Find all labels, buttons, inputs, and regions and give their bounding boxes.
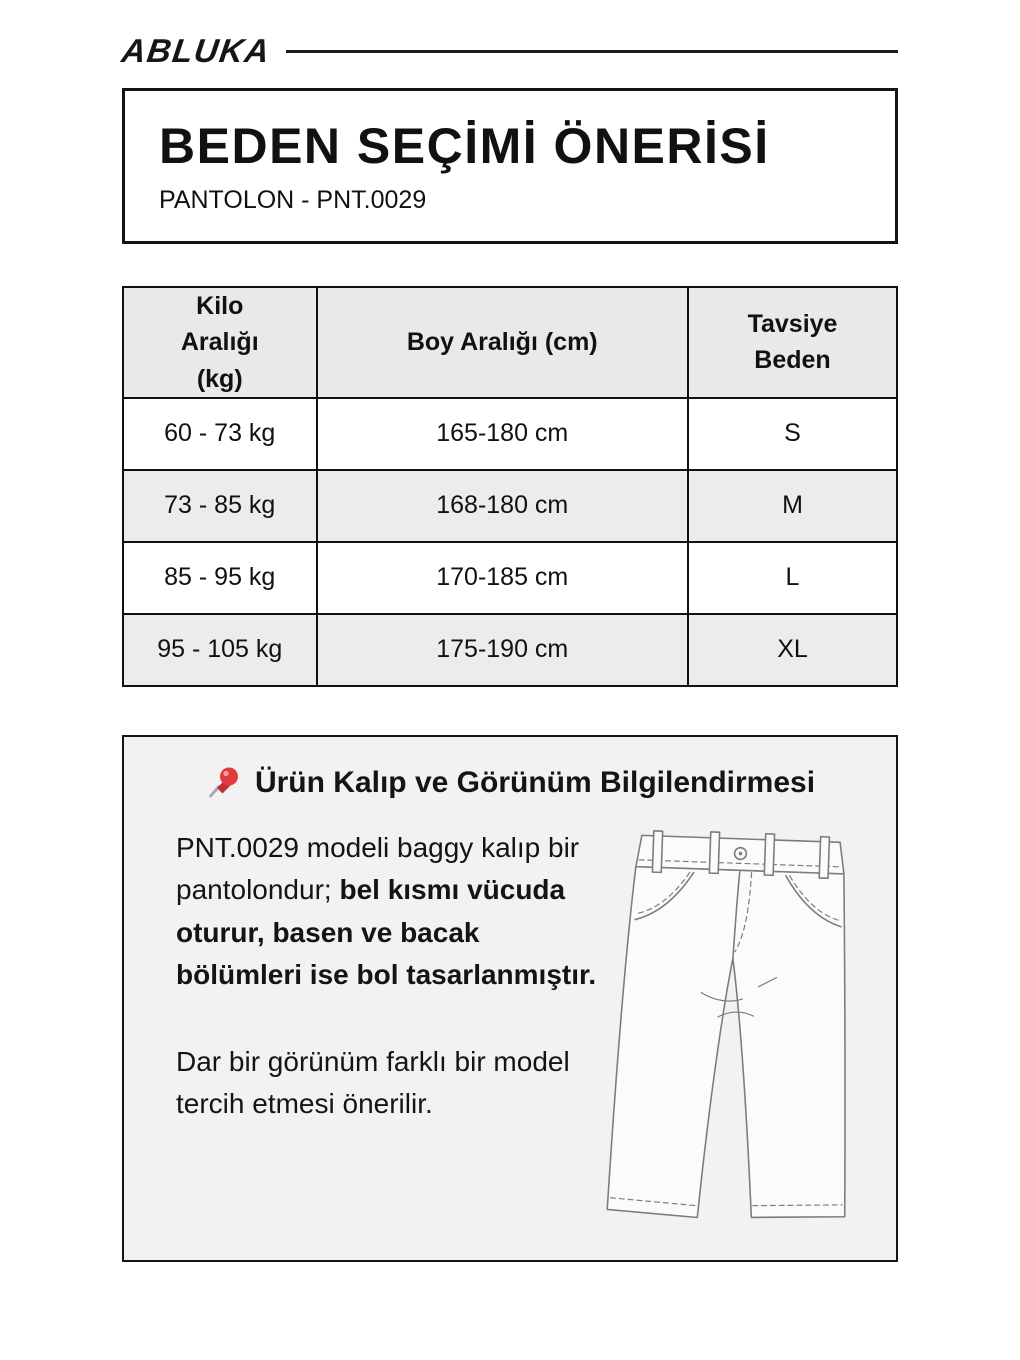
column-header-weight: Kilo Aralığı (kg) [123, 287, 317, 398]
fit-description-paragraph [176, 827, 598, 997]
cell-height-range: 175-190 cm [317, 614, 689, 686]
cell-recommended-size: XL [688, 614, 897, 686]
pushpin-icon [205, 765, 241, 801]
cell-recommended-size: L [688, 542, 897, 614]
table-row [123, 614, 897, 686]
column-header-size: Tavsiye Beden [688, 287, 897, 398]
cell-height-range: 168-180 cm [317, 470, 689, 542]
cell-recommended-size: S [688, 398, 897, 470]
cell-weight-range: 85 - 95 kg [123, 542, 317, 614]
size-table [122, 286, 898, 687]
size-table-body [123, 398, 897, 686]
table-row [123, 470, 897, 542]
title-box [122, 88, 898, 244]
cell-height-range: 165-180 cm [317, 398, 689, 470]
brand-divider-line [286, 50, 898, 53]
column-header-height: Boy Aralığı (cm) [317, 287, 689, 398]
cell-recommended-size: M [688, 470, 897, 542]
table-row [123, 542, 897, 614]
fit-description-bold: bel kısmı vücuda oturur, basen ve bacak bölümleri ise bol tasarlanmıştır. [176, 874, 597, 991]
info-body [150, 821, 870, 1255]
info-heading-text: Ürün Kalıp ve Görünüm Bilgilendirmesi [254, 765, 816, 799]
page-title: BEDEN SEÇİMİ ÖNERİSİ [159, 118, 770, 174]
brand-logo: ABLUKA [119, 32, 273, 69]
info-heading-row [150, 765, 870, 801]
cell-weight-range: 60 - 73 kg [123, 398, 317, 470]
fit-info-box [122, 735, 898, 1262]
table-header-row [123, 287, 897, 398]
cell-weight-range: 95 - 105 kg [123, 614, 317, 686]
size-table-head [123, 287, 897, 398]
page-subtitle: PANTOLON - PNT.0029 [159, 186, 427, 214]
fit-advice-paragraph: Dar bir görünüm farklı bir model tercih etmesi önerilir. [176, 1045, 570, 1120]
cell-weight-range: 73 - 85 kg [123, 470, 317, 542]
brand-row [119, 30, 898, 72]
info-text-column [150, 821, 598, 1126]
pants-illustration [598, 821, 870, 1255]
fit-description-normal: PNT.0029 modeli baggy kalıp bir pantolondur; [176, 831, 580, 906]
cell-height-range: 170-185 cm [317, 542, 689, 614]
table-row [123, 398, 897, 470]
